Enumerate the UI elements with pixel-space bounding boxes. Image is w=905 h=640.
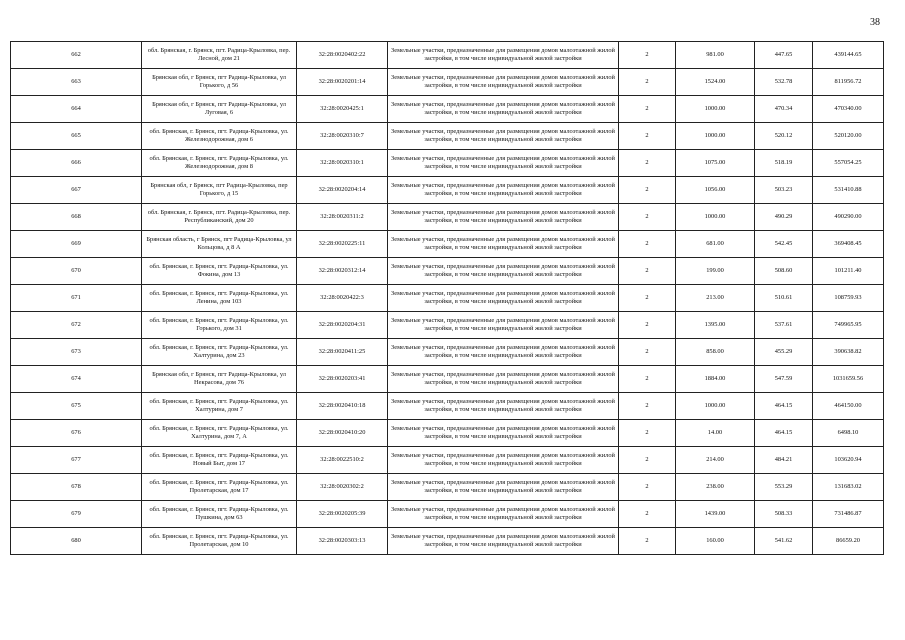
- land-use-cell: Земельные участки, предназначенные для размещения домов малоэтажной жилой застройки, в том числе индивидуальной жилой застройки: [388, 204, 619, 231]
- cadastral-value-cell: 490290.00: [813, 204, 884, 231]
- address-cell: обл. Брянская, г. Брянск, пгт. Радица-Крыловка, ул. Пушкина, дом 63: [142, 501, 297, 528]
- table-row: [11, 96, 884, 123]
- address-cell: Брянская обл, г Брянск, пгт Радица-Крыловка, ул Горького, д 56: [142, 69, 297, 96]
- group-cell: 2: [619, 69, 676, 96]
- area-cell: 1000.00: [676, 96, 755, 123]
- cadastral-value-cell: 557054.25: [813, 150, 884, 177]
- group-cell: 2: [619, 420, 676, 447]
- row-number: 673: [11, 339, 142, 366]
- specific-value-cell: 508.60: [755, 258, 813, 285]
- table-row: [11, 231, 884, 258]
- land-use-cell: Земельные участки, предназначенные для размещения домов малоэтажной жилой застройки, в том числе индивидуальной жилой застройки: [388, 69, 619, 96]
- row-number: 680: [11, 528, 142, 555]
- group-cell: 2: [619, 204, 676, 231]
- area-cell: 858.00: [676, 339, 755, 366]
- cadastral-value-cell: 131683.02: [813, 474, 884, 501]
- specific-value-cell: 508.33: [755, 501, 813, 528]
- row-number: 677: [11, 447, 142, 474]
- row-number: 668: [11, 204, 142, 231]
- group-cell: 2: [619, 96, 676, 123]
- land-use-cell: Земельные участки, предназначенные для размещения домов малоэтажной жилой застройки, в том числе индивидуальной жилой застройки: [388, 366, 619, 393]
- specific-value-cell: 553.29: [755, 474, 813, 501]
- land-use-cell: Земельные участки, предназначенные для размещения домов малоэтажной жилой застройки, в том числе индивидуальной жилой застройки: [388, 339, 619, 366]
- table-row: [11, 204, 884, 231]
- cadastral-value-cell: 811956.72: [813, 69, 884, 96]
- row-number: 663: [11, 69, 142, 96]
- cadastral-number-cell: 32:28:0020204:14: [297, 177, 388, 204]
- group-cell: 2: [619, 339, 676, 366]
- specific-value-cell: 455.29: [755, 339, 813, 366]
- land-use-cell: Земельные участки, предназначенные для размещения домов малоэтажной жилой застройки, в том числе индивидуальной жилой застройки: [388, 447, 619, 474]
- cadastral-number-cell: 32:28:0020225:11: [297, 231, 388, 258]
- cadastral-number-cell: 32:28:0022510:2: [297, 447, 388, 474]
- row-number: 672: [11, 312, 142, 339]
- land-use-cell: Земельные участки, предназначенные для размещения домов малоэтажной жилой застройки, в том числе индивидуальной жилой застройки: [388, 150, 619, 177]
- cadastral-value-cell: 531410.88: [813, 177, 884, 204]
- address-cell: обл. Брянская, г. Брянск, пгт. Радица-Крыловка, ул. Ленина, дом 103: [142, 285, 297, 312]
- area-cell: 160.00: [676, 528, 755, 555]
- cadastral-value-cell: 464150.00: [813, 393, 884, 420]
- land-use-cell: Земельные участки, предназначенные для размещения домов малоэтажной жилой застройки, в том числе индивидуальной жилой застройки: [388, 501, 619, 528]
- group-cell: 2: [619, 42, 676, 69]
- address-cell: обл. Брянская, г. Брянск, пгт. Радица-Крыловка, ул. Железнодорожная, дом 6: [142, 123, 297, 150]
- land-use-cell: Земельные участки, предназначенные для размещения домов малоэтажной жилой застройки, в том числе индивидуальной жилой застройки: [388, 231, 619, 258]
- row-number: 679: [11, 501, 142, 528]
- group-cell: 2: [619, 312, 676, 339]
- address-cell: обл. Брянская, г. Брянск, пгт. Радица-Крыловка, пер. Лесной, дом 21: [142, 42, 297, 69]
- cadastral-number-cell: 32:28:0020410:18: [297, 393, 388, 420]
- group-cell: 2: [619, 258, 676, 285]
- area-cell: 1524.00: [676, 69, 755, 96]
- page-number: 38: [870, 17, 880, 28]
- address-cell: Брянская область, г Брянск, пгт Радица-Крыловка, ул Кольцова, д 8 А: [142, 231, 297, 258]
- cadastral-value-cell: 108759.93: [813, 285, 884, 312]
- row-number: 666: [11, 150, 142, 177]
- specific-value-cell: 484.21: [755, 447, 813, 474]
- cadastral-number-cell: 32:28:0020204:31: [297, 312, 388, 339]
- cadastral-number-cell: 32:28:0020425:1: [297, 96, 388, 123]
- cadastral-value-cell: 520120.00: [813, 123, 884, 150]
- cadastral-number-cell: 32:28:0020402:22: [297, 42, 388, 69]
- table-row: [11, 339, 884, 366]
- specific-value-cell: 510.61: [755, 285, 813, 312]
- row-number: 664: [11, 96, 142, 123]
- area-cell: 981.00: [676, 42, 755, 69]
- address-cell: обл. Брянская, г. Брянск, пгт. Радица-Крыловка, ул. Новый Быт, дом 17: [142, 447, 297, 474]
- table-row: [11, 420, 884, 447]
- group-cell: 2: [619, 447, 676, 474]
- cadastral-value-cell: 470340.00: [813, 96, 884, 123]
- table-row: [11, 69, 884, 96]
- cadastral-number-cell: 32:28:0020310:7: [297, 123, 388, 150]
- cadastral-value-cell: 390638.82: [813, 339, 884, 366]
- land-use-cell: Земельные участки, предназначенные для размещения домов малоэтажной жилой застройки, в том числе индивидуальной жилой застройки: [388, 420, 619, 447]
- row-number: 675: [11, 393, 142, 420]
- address-cell: Брянская обл, г Брянск, пгт Радица-Крыловка, ул Некрасова, дом 76: [142, 366, 297, 393]
- cadastral-number-cell: 32:28:0020410:20: [297, 420, 388, 447]
- group-cell: 2: [619, 474, 676, 501]
- area-cell: 1439.00: [676, 501, 755, 528]
- land-use-cell: Земельные участки, предназначенные для размещения домов малоэтажной жилой застройки, в том числе индивидуальной жилой застройки: [388, 474, 619, 501]
- address-cell: обл. Брянская, г. Брянск, пгт. Радица-Крыловка, ул. Железнодорожная, дом 8: [142, 150, 297, 177]
- area-cell: 1395.00: [676, 312, 755, 339]
- group-cell: 2: [619, 123, 676, 150]
- specific-value-cell: 470.34: [755, 96, 813, 123]
- area-cell: 1075.00: [676, 150, 755, 177]
- group-cell: 2: [619, 231, 676, 258]
- area-cell: 199.00: [676, 258, 755, 285]
- specific-value-cell: 464.15: [755, 420, 813, 447]
- group-cell: 2: [619, 366, 676, 393]
- cadastral-number-cell: 32:28:0020422:3: [297, 285, 388, 312]
- cadastral-value-cell: 1031659.56: [813, 366, 884, 393]
- cadastral-value-cell: 103620.94: [813, 447, 884, 474]
- address-cell: обл. Брянская, г. Брянск, пгт. Радица-Крыловка, ул. Горького, дом 31: [142, 312, 297, 339]
- cadastral-value-cell: 369408.45: [813, 231, 884, 258]
- land-use-cell: Земельные участки, предназначенные для размещения домов малоэтажной жилой застройки, в том числе индивидуальной жилой застройки: [388, 393, 619, 420]
- cadastral-number-cell: 32:28:0020203:41: [297, 366, 388, 393]
- table-row: [11, 123, 884, 150]
- area-cell: 214.00: [676, 447, 755, 474]
- cadastral-number-cell: 32:28:0020411:25: [297, 339, 388, 366]
- group-cell: 2: [619, 528, 676, 555]
- land-plots-table: [10, 41, 884, 555]
- specific-value-cell: 537.61: [755, 312, 813, 339]
- table-row: [11, 258, 884, 285]
- address-cell: обл. Брянская, г. Брянск, пгт. Радица-Крыловка, ул. Халтурина, дом 7: [142, 393, 297, 420]
- group-cell: 2: [619, 393, 676, 420]
- cadastral-value-cell: 749965.95: [813, 312, 884, 339]
- address-cell: Брянская обл, г Брянск, пгт Радица-Крыловка, ул Луговая, 6: [142, 96, 297, 123]
- land-use-cell: Земельные участки, предназначенные для размещения домов малоэтажной жилой застройки, в том числе индивидуальной жилой застройки: [388, 42, 619, 69]
- group-cell: 2: [619, 285, 676, 312]
- table-row: [11, 285, 884, 312]
- cadastral-number-cell: 32:28:0020311:2: [297, 204, 388, 231]
- cadastral-number-cell: 32:28:0020302:2: [297, 474, 388, 501]
- cadastral-number-cell: 32:28:0020201:14: [297, 69, 388, 96]
- table-row: [11, 366, 884, 393]
- table-row: [11, 393, 884, 420]
- address-cell: обл. Брянская, г. Брянск, пгт. Радица-Крыловка, ул. Пролетарская, дом 10: [142, 528, 297, 555]
- table-row: [11, 177, 884, 204]
- row-number: 674: [11, 366, 142, 393]
- address-cell: обл. Брянская, г. Брянск, пгт. Радица-Крыловка, ул. Фокина, дом 13: [142, 258, 297, 285]
- cadastral-value-cell: 439144.65: [813, 42, 884, 69]
- land-use-cell: Земельные участки, предназначенные для размещения домов малоэтажной жилой застройки, в том числе индивидуальной жилой застройки: [388, 96, 619, 123]
- group-cell: 2: [619, 501, 676, 528]
- table-row: [11, 312, 884, 339]
- area-cell: 238.00: [676, 474, 755, 501]
- specific-value-cell: 542.45: [755, 231, 813, 258]
- specific-value-cell: 547.59: [755, 366, 813, 393]
- table-row: [11, 501, 884, 528]
- specific-value-cell: 490.29: [755, 204, 813, 231]
- land-use-cell: Земельные участки, предназначенные для размещения домов малоэтажной жилой застройки, в том числе индивидуальной жилой застройки: [388, 312, 619, 339]
- specific-value-cell: 447.65: [755, 42, 813, 69]
- table-row: [11, 447, 884, 474]
- row-number: 678: [11, 474, 142, 501]
- area-cell: 1000.00: [676, 123, 755, 150]
- area-cell: 1056.00: [676, 177, 755, 204]
- specific-value-cell: 464.15: [755, 393, 813, 420]
- row-number: 662: [11, 42, 142, 69]
- cadastral-number-cell: 32:28:0020303:13: [297, 528, 388, 555]
- address-cell: обл. Брянская, г. Брянск, пгт. Радица-Крыловка, ул. Пролетарская, дом 17: [142, 474, 297, 501]
- row-number: 669: [11, 231, 142, 258]
- table-row: [11, 474, 884, 501]
- address-cell: обл. Брянская, г. Брянск, пгт. Радица-Крыловка, пер. Республиканский, дом 20: [142, 204, 297, 231]
- specific-value-cell: 532.78: [755, 69, 813, 96]
- area-cell: 1884.00: [676, 366, 755, 393]
- cadastral-value-cell: 6498.10: [813, 420, 884, 447]
- cadastral-number-cell: 32:28:0020310:1: [297, 150, 388, 177]
- row-number: 670: [11, 258, 142, 285]
- table-body: [11, 42, 884, 555]
- land-use-cell: Земельные участки, предназначенные для размещения домов малоэтажной жилой застройки, в том числе индивидуальной жилой застройки: [388, 177, 619, 204]
- address-cell: Брянская обл, г Брянск, пгт Радица-Крыловка, пер Горького, д 15: [142, 177, 297, 204]
- row-number: 667: [11, 177, 142, 204]
- area-cell: 681.00: [676, 231, 755, 258]
- specific-value-cell: 520.12: [755, 123, 813, 150]
- group-cell: 2: [619, 177, 676, 204]
- specific-value-cell: 541.62: [755, 528, 813, 555]
- cadastral-value-cell: 731486.87: [813, 501, 884, 528]
- cadastral-number-cell: 32:28:0020205:39: [297, 501, 388, 528]
- address-cell: обл. Брянская, г. Брянск, пгт. Радица-Крыловка, ул. Халтурина, дом 7, А: [142, 420, 297, 447]
- table-row: [11, 150, 884, 177]
- group-cell: 2: [619, 150, 676, 177]
- land-use-cell: Земельные участки, предназначенные для размещения домов малоэтажной жилой застройки, в том числе индивидуальной жилой застройки: [388, 123, 619, 150]
- specific-value-cell: 518.19: [755, 150, 813, 177]
- cadastral-value-cell: 101211.40: [813, 258, 884, 285]
- table-row: [11, 528, 884, 555]
- cadastral-number-cell: 32:28:0020312:14: [297, 258, 388, 285]
- row-number: 665: [11, 123, 142, 150]
- area-cell: 213.00: [676, 285, 755, 312]
- land-use-cell: Земельные участки, предназначенные для размещения домов малоэтажной жилой застройки, в том числе индивидуальной жилой застройки: [388, 258, 619, 285]
- area-cell: 1000.00: [676, 393, 755, 420]
- land-use-cell: Земельные участки, предназначенные для размещения домов малоэтажной жилой застройки, в том числе индивидуальной жилой застройки: [388, 528, 619, 555]
- area-cell: 1000.00: [676, 204, 755, 231]
- area-cell: 14.00: [676, 420, 755, 447]
- address-cell: обл. Брянская, г. Брянск, пгт. Радица-Крыловка, ул. Халтурина, дом 23: [142, 339, 297, 366]
- land-use-cell: Земельные участки, предназначенные для размещения домов малоэтажной жилой застройки, в том числе индивидуальной жилой застройки: [388, 285, 619, 312]
- table-row: [11, 42, 884, 69]
- specific-value-cell: 503.23: [755, 177, 813, 204]
- row-number: 676: [11, 420, 142, 447]
- row-number: 671: [11, 285, 142, 312]
- cadastral-value-cell: 86659.20: [813, 528, 884, 555]
